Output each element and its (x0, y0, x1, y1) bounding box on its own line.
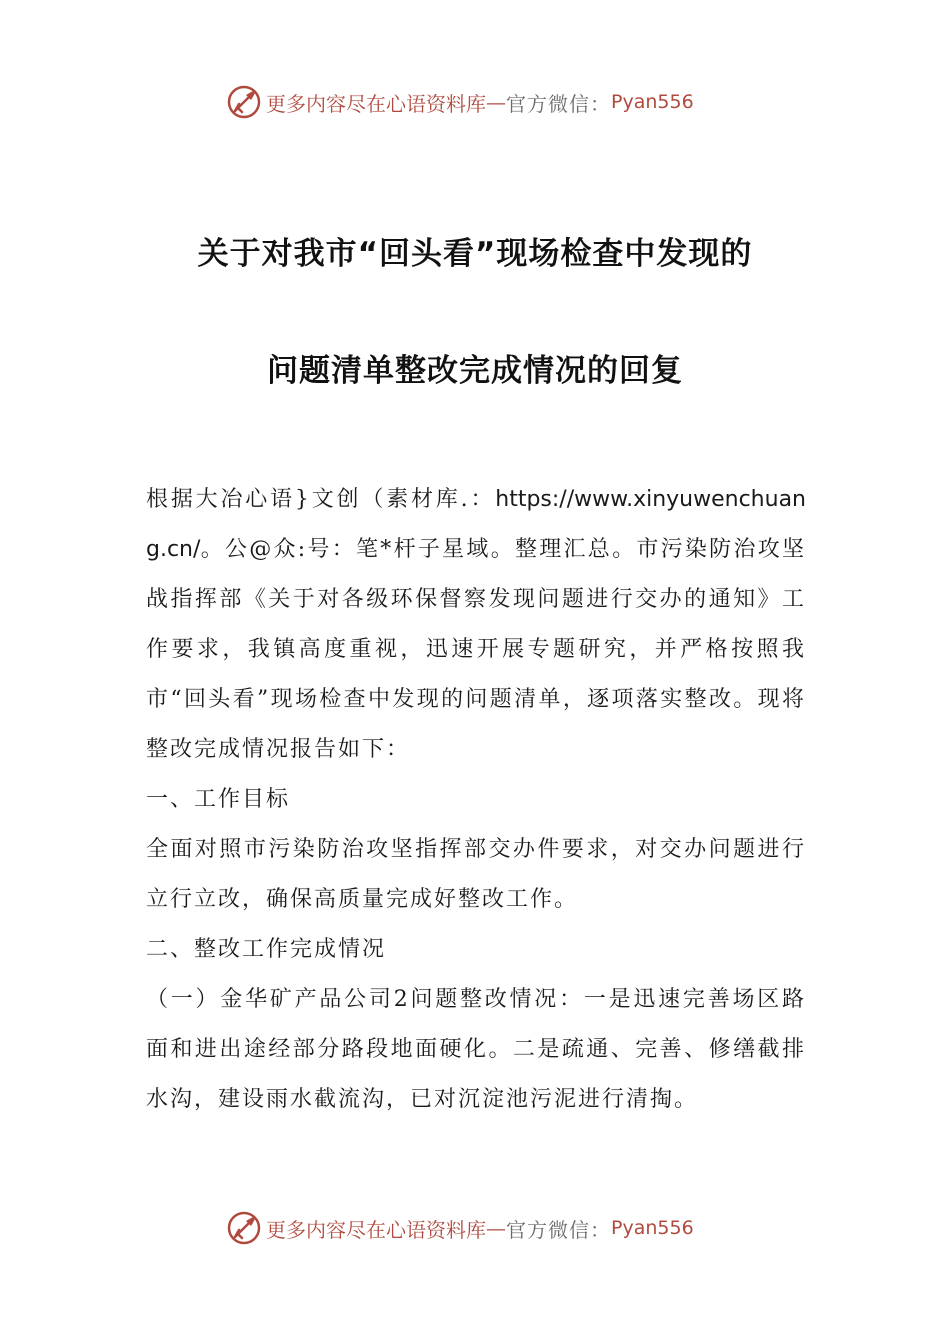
watermark-dash: — (486, 90, 506, 114)
header-watermark (226, 82, 694, 122)
document-title-line-2: 问题清单整改完成情况的回复 (267, 353, 683, 389)
watermark-wechat-label: 官方微信： (506, 1217, 611, 1242)
intro-text-rest: 。公@众:号：笔*杆子星域。整理汇总。市污染防治攻坚战指挥部《关于对各级环保督察发现问题进行交办的通知》工作要求，我镇高度重视，迅速开展专题研究，并严格按照我市“回头看”现场检查中发现的问题清单，逐项落实整改。现将整改完成情况报告如下： (146, 537, 806, 762)
quill-logo-icon (226, 1210, 262, 1246)
document-title-line-1: 关于对我市“回头看”现场检查中发现的 (197, 236, 753, 272)
watermark-wechat-id: Pyan556 (611, 91, 694, 113)
watermark-dash: — (486, 1216, 506, 1240)
watermark-site-text: 更多内容尽在心语资料库 (266, 91, 486, 116)
section-1-paragraph: 全面对照市污染防治攻坚指挥部交办件要求，对交办问题进行立行立改，确保高质量完成好整改工作。 (146, 837, 806, 912)
watermark-site-text: 更多内容尽在心语资料库 (266, 1217, 486, 1242)
section-1-heading: 一、工作目标 (146, 787, 291, 812)
section-2-heading: 二、整改工作完成情况 (146, 937, 387, 962)
intro-url-link[interactable]: https://www.xinyuwenchuang.cn/ (146, 487, 806, 562)
watermark-wechat-label: 官方微信： (506, 91, 611, 116)
footer-watermark (226, 1208, 694, 1248)
quill-logo-icon (226, 84, 262, 120)
intro-paragraph (146, 475, 806, 775)
intro-text-start: 根据大冶心语}文创（素材库.： (146, 487, 496, 512)
watermark-wechat-id: Pyan556 (611, 1217, 694, 1239)
section-2-item-1-paragraph: （一）金华矿产品公司2问题整改情况：一是迅速完善场区路面和进出途经部分路段地面硬化。二是疏通、完善、修缮截排水沟，建设雨水截流沟，已对沉淀池污泥进行清掏。 (146, 987, 806, 1112)
document-body (146, 475, 806, 1125)
